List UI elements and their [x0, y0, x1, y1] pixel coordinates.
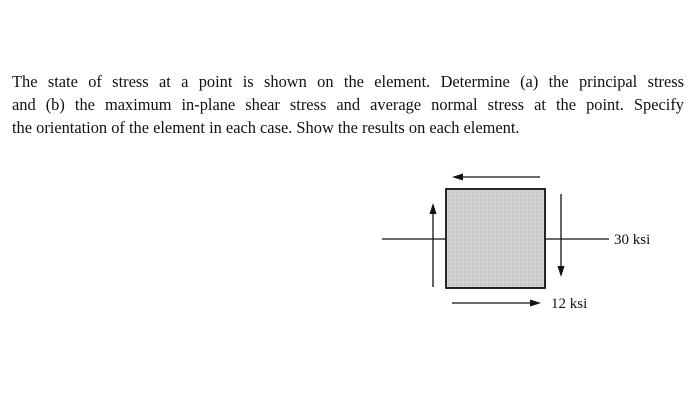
problem-line-2: and (b) the maximum in-plane shear stress and average normal stress at the point. Specify	[12, 95, 684, 114]
shear-arrow-right	[558, 194, 565, 277]
shear-stress-label: 12 ksi	[551, 296, 588, 312]
problem-line-1: The state of stress at a point is shown on the element. Determine (a) the principal stress	[12, 72, 684, 91]
normal-stress-label: 30 ksi	[614, 232, 651, 248]
stress-element-square	[446, 189, 545, 288]
shear-arrow-top	[452, 174, 540, 181]
problem-line-3: the orientation of the element in each case. Show the results on each element.	[12, 118, 520, 137]
shear-arrow-left	[430, 203, 437, 287]
shear-arrow-bottom	[452, 300, 541, 307]
